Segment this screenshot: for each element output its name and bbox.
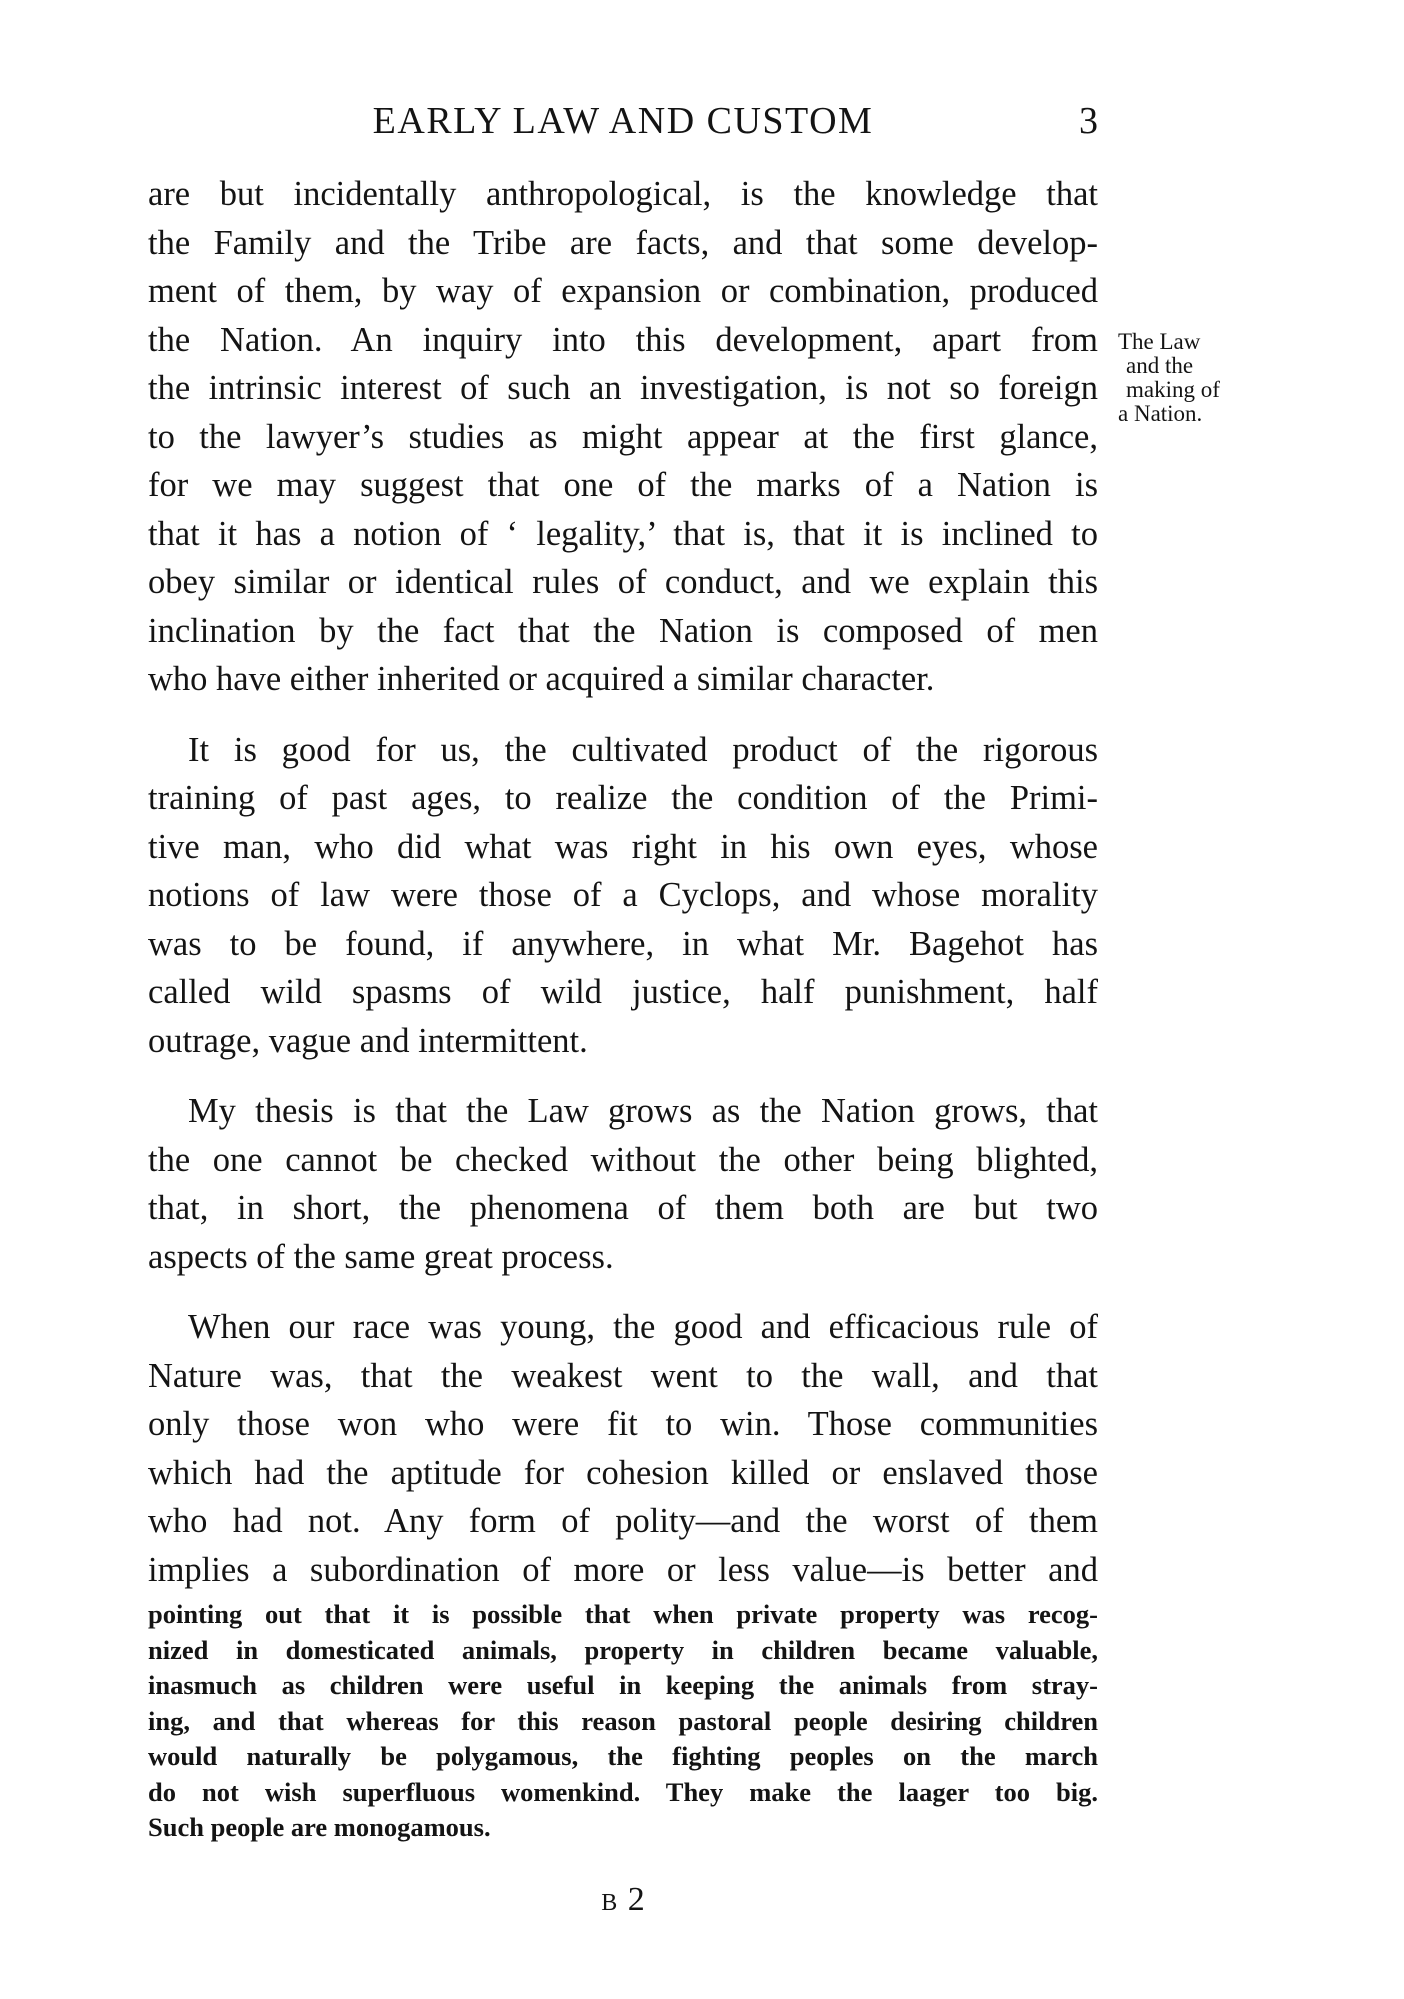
body-text <box>148 170 1098 1616</box>
text-line: obey similar or identical rules of conduct, and we explain this <box>148 563 1098 601</box>
text-line: When our race was young, the good and efficacious rule of <box>188 1308 1098 1346</box>
margin-note-line: The Law <box>1118 329 1201 354</box>
margin-note <box>1118 330 1268 426</box>
running-title: EARLY LAW AND CUSTOM <box>372 100 874 142</box>
text-line: which had the aptitude for cohesion killed or enslaved those <box>148 1453 1098 1492</box>
footnote-line: would naturally be polygamous, the fighting peoples on the march <box>148 1741 1098 1771</box>
text-line: the intrinsic interest of such an investigation, is not so foreign <box>148 369 1098 407</box>
text-line: tive man, who did what was right in his own eyes, whose <box>148 827 1098 866</box>
text-line: to the lawyer’s studies as might appear at the first glance, <box>148 417 1098 456</box>
text-line: the Nation. An inquiry into this development, apart from <box>148 320 1098 359</box>
text-line: notions of law were those of a Cyclops, and whose morality <box>148 876 1098 914</box>
text-line: training of past ages, to realize the condition of the Primi- <box>148 779 1098 817</box>
paragraph-2 <box>148 726 1098 1066</box>
text-line: ment of them, by way of expansion or combination, produced <box>148 272 1098 310</box>
text-line: called wild spasms of wild justice, half punishment, half <box>148 973 1098 1011</box>
text-line: that, in short, the phenomena of them both are but two <box>148 1189 1098 1227</box>
text-line: for we may suggest that one of the marks of a Nation is <box>148 466 1098 504</box>
footnote-line: inasmuch as children were useful in keeping the animals from stray- <box>148 1670 1098 1700</box>
text-line: was to be found, if anywhere, in what Mr. Bagehot has <box>148 924 1098 963</box>
page-number: 3 <box>1079 100 1098 142</box>
margin-note-line: making of <box>1126 377 1220 402</box>
paragraph-3 <box>148 1087 1098 1281</box>
text-line: the Family and the Tribe are facts, and that some develop- <box>148 223 1098 262</box>
margin-note-line: a Nation. <box>1118 401 1203 426</box>
text-line: inclination by the fact that the Nation is composed of men <box>148 611 1098 650</box>
text-line: Nature was, that the weakest went to the wall, and that <box>148 1356 1098 1395</box>
text-line: aspects of the same great process. <box>148 1237 614 1276</box>
text-line: implies a subordination of more or less value—is better and <box>148 1550 1098 1589</box>
paragraph-4 <box>148 1303 1098 1594</box>
margin-note-line: and the <box>1126 353 1194 378</box>
footnote-line: do not wish superfluous womenkind. They make the laager too big. <box>148 1776 1098 1807</box>
footnote-line: ing, and that whereas for this reason pastoral people desiring children <box>148 1705 1098 1736</box>
text-line: outrage, vague and intermittent. <box>148 1021 588 1060</box>
paragraph-1 <box>148 170 1098 704</box>
text-line: who had not. Any form of polity—and the worst of them <box>148 1502 1098 1540</box>
text-line: My thesis is that the Law grows as the Nation grows, that <box>188 1092 1098 1130</box>
footnote-line: nized in domesticated animals, property in children became valuable, <box>148 1634 1098 1665</box>
text-line: are but incidentally anthropological, is the knowledge that <box>148 175 1098 213</box>
text-line: It is good for us, the cultivated product of the rigorous <box>188 730 1098 769</box>
signature-letter: B <box>601 1890 620 1916</box>
text-line: who have either inherited or acquired a similar character. <box>148 660 935 698</box>
signature-mark <box>148 1880 1098 1923</box>
text-line: only those won who were fit to win. Those communities <box>148 1405 1098 1443</box>
running-head <box>148 96 1098 146</box>
footnote <box>148 1597 1098 1846</box>
signature-number: 2 <box>627 1881 645 1918</box>
text-line: that it has a notion of ‘ legality,’ that is, that it is inclined to <box>148 514 1098 553</box>
text-line: the one cannot be checked without the other being blighted, <box>148 1140 1098 1179</box>
footnote-line: Such people are monogamous. <box>148 1812 491 1842</box>
footnote-line: pointing out that it is possible that when private property was recog- <box>148 1599 1098 1629</box>
